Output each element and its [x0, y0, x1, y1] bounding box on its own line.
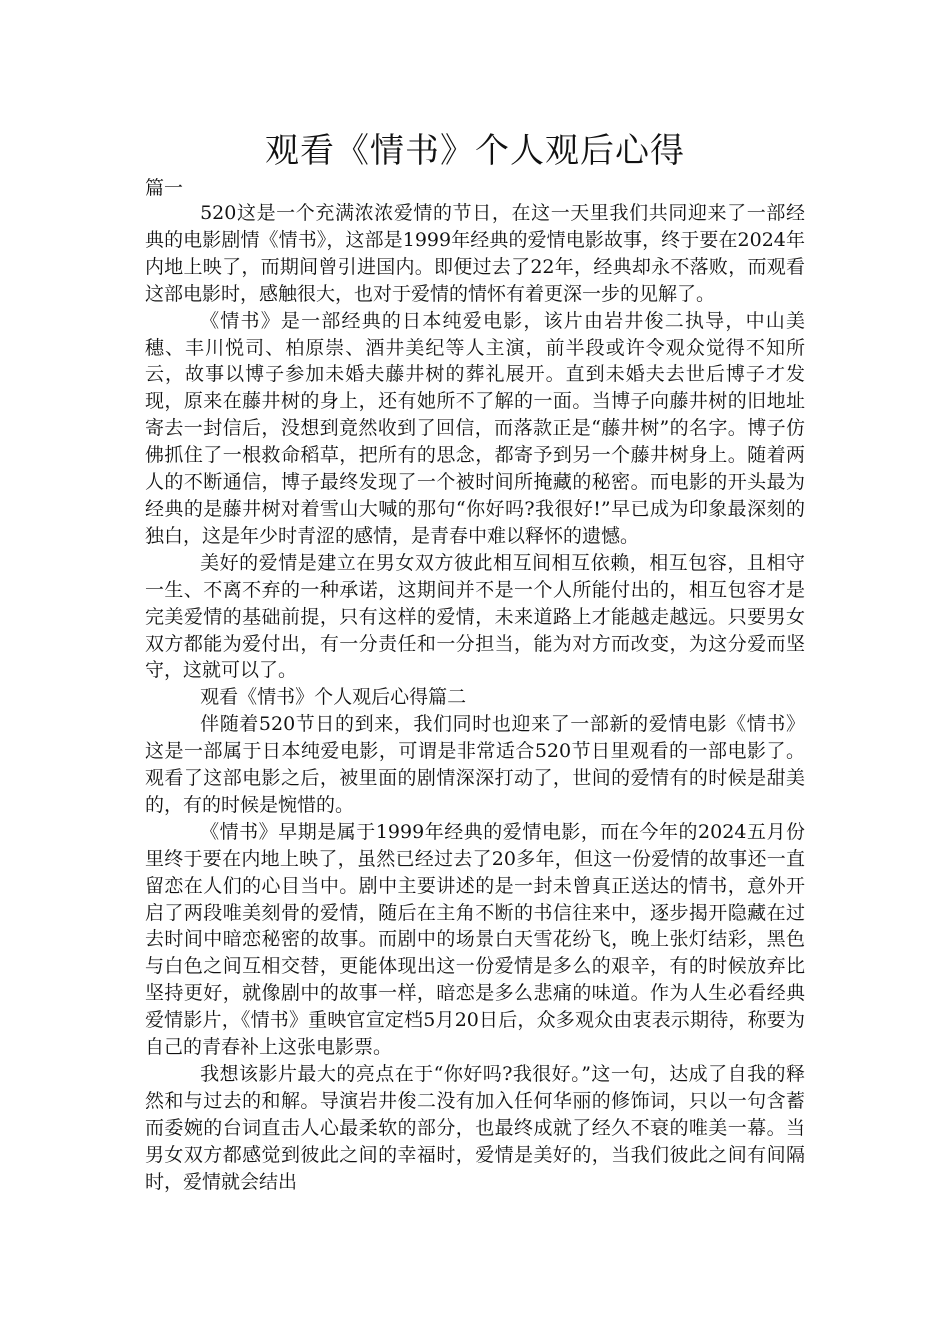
section-one-label: 篇一: [145, 177, 184, 199]
paragraph: 我想该影片最大的亮点在于“你好吗?我很好。”这一句，达成了自我的释然和与过去的和解。导演岩井俊二没有加入任何华丽的修饰词，只以一句含蓄而委婉的台词直击人心最柔软的部分，也最终成就了经久不衰的唯美一幕。当男女双方都感觉到彼此之间的幸福时，爱情是美好的，当我们彼此之间有间隔时，爱情就会结出: [145, 1063, 805, 1193]
paragraph: 520这是一个充满浓浓爱情的节日，在这一天里我们共同迎来了一部经典的电影剧情《情书》，这部是1999年经典的爱情电影故事，终于要在2024年内地上映了，而期间曾引进国内。即便过去了22年，经典却永不落败，而观看这部电影时，感触很大，也对于爱情的情怀有着更深一步的见解了。: [145, 202, 805, 305]
paragraph: 《情书》早期是属于1999年经典的爱情电影，而在今年的2024五月份里终于要在内地上映了，虽然已经过去了20多年，但这一份爱情的故事还一直留恋在人们的心目当中。剧中主要讲述的是一封未曾真正送达的情书，意外开启了两段唯美刻骨的爱情，随后在主角不断的书信往来中，逐步揭开隐藏在过去时间中暗恋秘密的故事。而剧中的场景白天雪花纷飞，晚上张灯结彩，黑色与白色之间互相交替，更能体现出这一份爱情是多么的艰辛，有的时候放弃比坚持更好，就像剧中的故事一样，暗恋是多么悲痛的味道。作为人生必看经典爱情影片，《情书》重映官宣定档5月20日后，众多观众由衷表示期待，称要为自己的青春补上这张电影票。: [145, 820, 805, 1059]
paragraph: 伴随着520节日的到来，我们同时也迎来了一部新的爱情电影《情书》这是一部属于日本纯爱电影，可谓是非常适合520节日里观看的一部电影了。观看了这部电影之后，被里面的剧情深深打动了，世间的爱情有的时候是甜美的，有的时候是惋惜的。: [145, 713, 805, 816]
paragraph: 《情书》是一部经典的日本纯爱电影，该片由岩井俊二执导，中山美穗、丰川悦司、柏原崇、酒井美纪等人主演，前半段或许令观众觉得不知所云，故事以博子参加未婚夫藤井树的葬礼展开。直到未婚夫去世后博子才发现，原来在藤井树的身上，还有她所不了解的一面。当博子向藤井树的旧地址寄去一封信后，没想到竟然收到了回信，而落款正是“藤井树”的名字。博子仿佛抓住了一根救命稻草，把所有的思念，都寄予到另一个藤井树身上。随着两人的不断通信，博子最终发现了一个被时间所掩藏的秘密。而电影的开头最为经典的是藤井树对着雪山大喊的那句“你好吗?我很好!”早已成为印象最深刻的独白，这是年少时青涩的感情，是青春中难以释怀的遗憾。: [145, 309, 805, 547]
section-two-heading: 观看《情书》个人观后心得篇二: [200, 686, 467, 709]
document-page: [145, 128, 805, 1196]
paragraph: 美好的爱情是建立在男女双方彼此相互间相互依赖，相互包容，且相守一生、不离不弃的一种承诺，这期间并不是一个人所能付出的，相互包容才是完美爱情的基础前提，只有这样的爱情，未来道路上才能越走越远。只要男女双方都能为爱付出，有一分责任和一分担当，能为对方而改变，为这分爱而坚守，这就可以了。: [145, 551, 805, 682]
document-title: 观看《情书》个人观后心得: [265, 131, 685, 171]
